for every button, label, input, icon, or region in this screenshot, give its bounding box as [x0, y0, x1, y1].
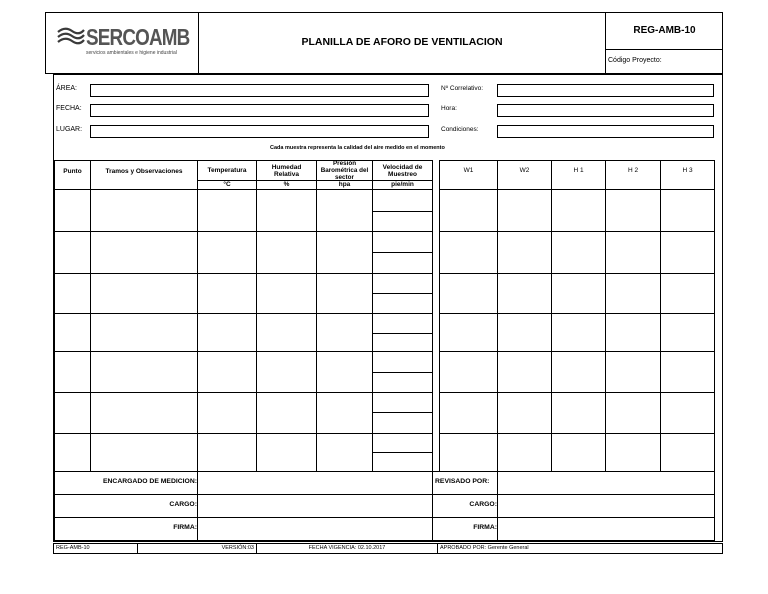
cargo-label-right: CARGO:	[469, 501, 497, 508]
encargado-field[interactable]	[198, 472, 432, 494]
firma-field-left[interactable]	[198, 518, 432, 540]
fecha-label: FECHA:	[56, 105, 82, 112]
document-title: PLANILLA DE AFORO DE VENTILACION	[301, 36, 503, 48]
area-label: ÁREA:	[56, 85, 78, 92]
unit-temperatura: °C	[223, 181, 231, 188]
col-header-w1: W1	[463, 167, 474, 174]
footer-code: REG-AMB-10	[56, 545, 90, 551]
sample-note: Cada muestra representa la calidad del aire medido en el momento	[270, 145, 445, 151]
col-header-temperatura: Temperatura	[207, 167, 247, 174]
correlativo-field[interactable]	[497, 84, 714, 97]
footer-divider-3	[437, 543, 438, 554]
area-field[interactable]	[90, 84, 429, 97]
col-header-tramos: Tramos y Observaciones	[105, 167, 183, 175]
unit-presion: hpa	[338, 181, 351, 188]
encargado-label: ENCARGADO DE MEDICION:	[102, 478, 197, 485]
cargo-field-left[interactable]	[198, 495, 432, 517]
col-header-punto: Punto	[63, 167, 82, 175]
col-header-humedad: Humedad Relativa	[271, 163, 302, 178]
col-header-velocidad: Velocidad de Muestreo	[382, 163, 423, 178]
company-logo	[56, 24, 190, 60]
lugar-label: LUGAR:	[56, 126, 83, 133]
unit-velocidad: pie/min	[391, 181, 414, 188]
col-header-w2: W2	[519, 167, 530, 174]
fecha-field[interactable]	[90, 104, 429, 117]
lugar-field[interactable]	[90, 125, 429, 138]
footer-vigencia: FECHA VIGENCIA: 02.10.2017	[308, 545, 386, 551]
firma-field-right[interactable]	[498, 518, 714, 540]
hora-label: Hora:	[441, 105, 457, 112]
hora-field[interactable]	[497, 104, 714, 117]
document-code: REG-AMB-10	[633, 25, 696, 36]
firma-label-left: FIRMA:	[173, 524, 197, 531]
logo-waves-icon	[56, 26, 86, 48]
correlativo-label: Nº Correlativo:	[441, 85, 484, 92]
unit-humedad: %	[283, 181, 290, 188]
revisado-field[interactable]	[498, 472, 714, 494]
condiciones-label: Condiciones:	[441, 126, 479, 133]
condiciones-field[interactable]	[497, 125, 714, 138]
cargo-label-left: CARGO:	[169, 501, 197, 508]
header-code-divider	[605, 49, 723, 50]
project-code-label: Código Proyecto:	[608, 57, 662, 64]
header-divider-right	[605, 12, 606, 74]
firma-label-right: FIRMA:	[473, 524, 497, 531]
revisado-label: REVISADO POR:	[435, 478, 490, 485]
col-header-presion: Presión Barométrica del sector	[320, 159, 369, 181]
col-header-h3: H 3	[682, 167, 693, 174]
cargo-field-right[interactable]	[498, 495, 714, 517]
logo-tagline: servicios ambientales e higiene industrial	[86, 50, 177, 56]
footer-aprobado: APROBADO POR: Gerente General	[440, 545, 529, 551]
logo-text: SERCOAMB	[86, 24, 190, 50]
col-header-h1: H 1	[573, 167, 584, 174]
footer-version: VERSIÓN:03	[221, 545, 254, 551]
col-header-h2: H 2	[627, 167, 639, 174]
